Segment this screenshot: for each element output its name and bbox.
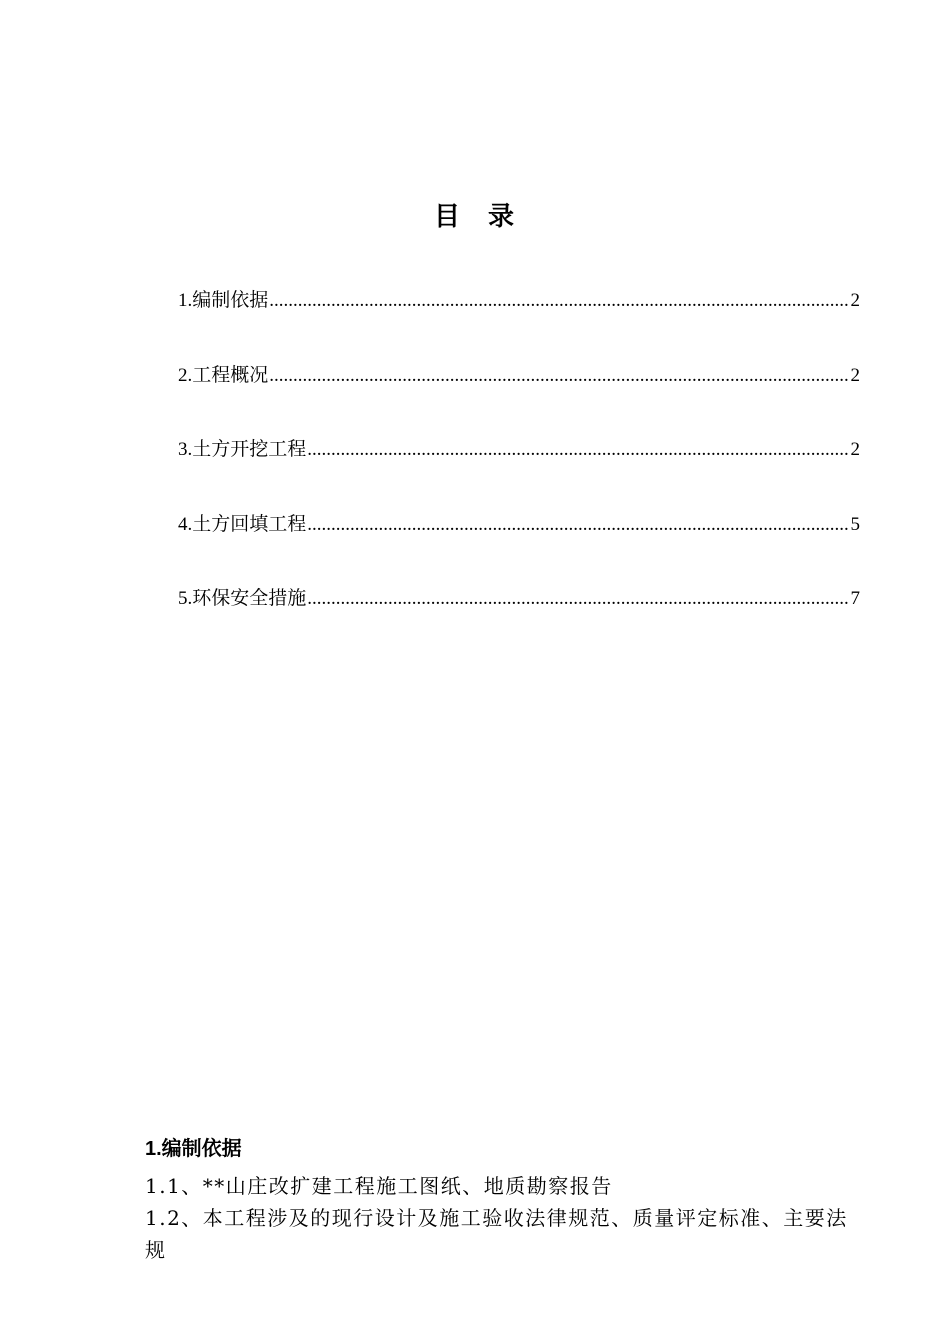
toc-entry[interactable] bbox=[178, 435, 860, 510]
toc-entry-label: 环保安全措施 bbox=[192, 587, 307, 609]
table-of-contents bbox=[178, 286, 860, 659]
toc-entry-number: 2. bbox=[178, 364, 193, 386]
toc-title-part2: 录 bbox=[488, 202, 517, 232]
toc-dot-leader bbox=[307, 511, 849, 539]
toc-entry-page: 2 bbox=[850, 364, 860, 386]
toc-dot-leader bbox=[269, 287, 849, 315]
toc-entry[interactable] bbox=[178, 510, 860, 585]
toc-entry-page: 2 bbox=[850, 290, 860, 311]
section-heading: 1.编制依据 bbox=[145, 1138, 242, 1160]
toc-entry-number: 1. bbox=[178, 290, 193, 311]
toc-entry-number: 3. bbox=[178, 439, 193, 460]
toc-title bbox=[0, 196, 950, 233]
paragraph: 1.2、本工程涉及的现行设计及施工验收法律规范、质量评定标准、主要法规 bbox=[145, 1206, 848, 1262]
toc-title-part1: 目 bbox=[433, 202, 462, 232]
toc-dot-leader bbox=[307, 436, 849, 464]
toc-dot-leader bbox=[307, 585, 849, 613]
toc-entry[interactable] bbox=[178, 584, 860, 659]
toc-entry-page: 7 bbox=[850, 588, 860, 609]
toc-entry-label: 土方回填工程 bbox=[192, 512, 307, 535]
toc-entry-label: 工程概况 bbox=[192, 363, 269, 386]
paragraph: 1.1、**山庄改扩建工程施工图纸、地质勘察报告 bbox=[145, 1174, 613, 1198]
toc-entry-page: 5 bbox=[850, 513, 860, 535]
toc-dot-leader bbox=[269, 362, 849, 390]
toc-entry-label: 编制依据 bbox=[192, 289, 269, 311]
toc-entry-number: 5. bbox=[178, 588, 193, 609]
toc-entry[interactable] bbox=[178, 361, 860, 436]
section-compilation-basis bbox=[145, 1134, 861, 1266]
toc-entry-number: 4. bbox=[178, 513, 193, 535]
toc-entry[interactable] bbox=[178, 286, 860, 361]
toc-entry-page: 2 bbox=[850, 439, 860, 460]
toc-entry-label: 土方开挖工程 bbox=[192, 438, 307, 460]
